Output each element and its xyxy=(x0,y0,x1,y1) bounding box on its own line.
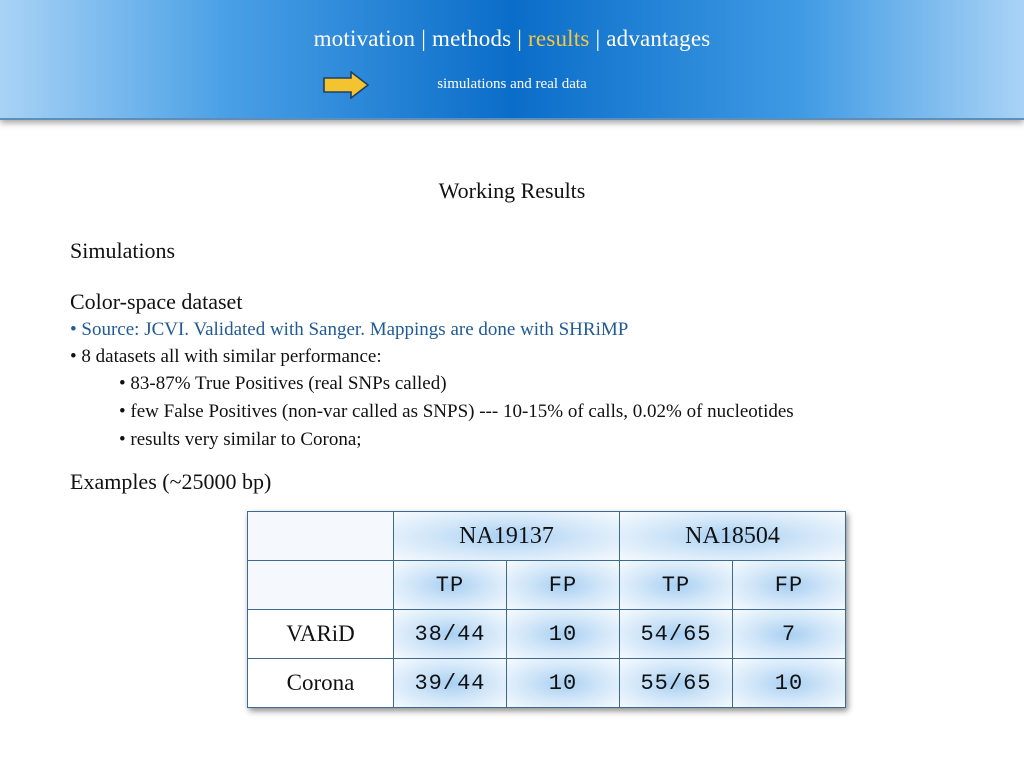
row-label: Corona xyxy=(248,659,394,708)
table-cell: 7 xyxy=(733,610,846,659)
nav-separator: | xyxy=(421,26,427,51)
table-cell: 39/44 xyxy=(394,659,507,708)
column-header: FP xyxy=(507,561,620,610)
table-corner-cell xyxy=(248,512,394,561)
section-nav xyxy=(0,26,1024,52)
nav-separator: | xyxy=(517,26,523,51)
sub-bullet-corona: • results very similar to Corona; xyxy=(119,429,362,450)
bullet-datasets: • 8 datasets all with similar performance: xyxy=(70,346,382,367)
table-subheader-row xyxy=(248,561,846,610)
group-header: NA18504 xyxy=(620,512,846,561)
banner-edge xyxy=(0,118,1024,120)
group-header: NA19137 xyxy=(394,512,620,561)
table-empty-cell xyxy=(248,561,394,610)
table-cell: 10 xyxy=(733,659,846,708)
sub-bullet-false-positives: • few False Positives (non-var called as SNPS) --- 10-15% of calls, 0.02% of nucleotides xyxy=(119,401,794,422)
table-row xyxy=(248,610,846,659)
table-row xyxy=(248,659,846,708)
table-cell: 10 xyxy=(507,659,620,708)
table-cell: 55/65 xyxy=(620,659,733,708)
table-header-row xyxy=(248,512,846,561)
sub-bullet-true-positives: • 83-87% True Positives (real SNPs called) xyxy=(119,373,447,394)
page-title: Working Results xyxy=(438,178,586,203)
nav-item-advantages[interactable]: advantages xyxy=(606,26,711,51)
section-examples: Examples (~25000 bp) xyxy=(70,469,272,494)
results-table xyxy=(247,511,846,708)
nav-item-motivation[interactable]: motivation xyxy=(313,26,416,51)
table-cell: 10 xyxy=(507,610,620,659)
table-cell: 54/65 xyxy=(620,610,733,659)
subtitle: simulations and real data xyxy=(437,76,587,92)
nav-separator: | xyxy=(595,26,601,51)
section-simulations: Simulations xyxy=(70,238,176,263)
column-header: TP xyxy=(394,561,507,610)
nav-item-methods[interactable]: methods xyxy=(431,26,512,51)
section-color-space: Color-space dataset xyxy=(70,289,243,314)
row-label: VARiD xyxy=(248,610,394,659)
table-cell: 38/44 xyxy=(394,610,507,659)
column-header: TP xyxy=(620,561,733,610)
column-header: FP xyxy=(733,561,846,610)
nav-item-results[interactable]: results xyxy=(528,26,590,51)
header-banner xyxy=(0,0,1024,120)
bullet-source: • Source: JCVI. Validated with Sanger. Mappings are done with SHRiMP xyxy=(70,319,629,340)
